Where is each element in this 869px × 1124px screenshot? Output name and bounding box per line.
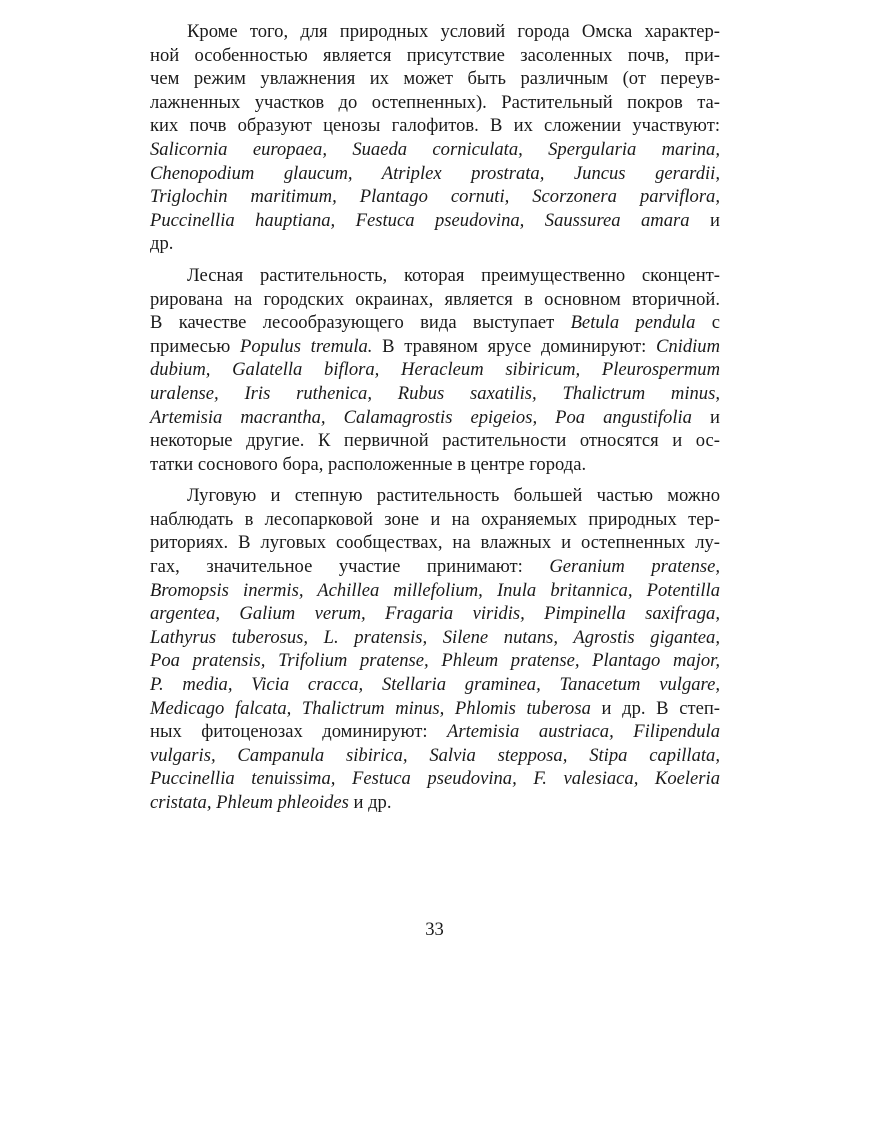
text-run: др.: [150, 233, 174, 255]
paragraph: [150, 264, 720, 476]
text-run: ных фитоценозах доминируют:: [150, 721, 448, 743]
text-line: [150, 649, 720, 673]
text-line: [150, 209, 720, 233]
text-run: В травяном ярусе доминируют:: [372, 335, 656, 357]
species-name: Salicornia europaea, Suaeda corniculata, Spergularia marina,: [150, 138, 720, 160]
text-run: некоторые другие. К первичной растительности относятся и ос-: [150, 430, 720, 452]
species-name: Artemisia macrantha, Calamagrostis epigeios, Poa angustifolia: [150, 406, 692, 428]
species-name: argentea, Galium verum, Fragaria viridis, Pimpinella saxifraga,: [150, 603, 720, 625]
species-name: Cnidium: [655, 335, 721, 357]
text-line: [150, 531, 720, 555]
text-line: [150, 114, 720, 138]
text-line: [150, 720, 720, 744]
text-line: [150, 602, 720, 626]
text-line: [150, 579, 720, 603]
text-line: [150, 744, 720, 768]
species-name: dubium, Galatella biflora, Heracleum sibiricum, Pleurospermum: [150, 359, 720, 381]
text-run: примесью: [150, 335, 241, 357]
text-line: [150, 288, 720, 312]
text-line: [150, 358, 720, 382]
paragraph: [150, 484, 720, 814]
text-run: лажненных участков до остепненных). Растительный покров та-: [150, 91, 720, 113]
text-line: [150, 44, 720, 68]
text-line: [150, 91, 720, 115]
text-line: [150, 162, 720, 186]
text-run: Кроме того, для природных условий города Омска характер-: [187, 21, 720, 42]
body-text: [150, 20, 720, 823]
text-run: и: [689, 209, 720, 231]
text-run: В качестве лесообразующего вида выступает: [150, 312, 571, 334]
species-name: Lathyrus tuberosus, L. pratensis, Silene nutans, Agrostis gigantea,: [150, 626, 720, 648]
text-line: [150, 382, 720, 406]
species-name: Bromopsis inermis, Achillea millefolium, Inula britannica, Potentilla: [150, 579, 720, 601]
species-name: Betula pendula: [570, 312, 696, 334]
species-name: cristata, Phleum phleoides: [150, 792, 349, 813]
species-name: uralense, Iris ruthenica, Rubus saxatilis, Thalictrum minus,: [150, 382, 720, 404]
text-line: [150, 232, 720, 256]
species-name: Medicago falcata, Thalictrum minus, Phlomis tuberosa: [150, 697, 591, 719]
text-line: [150, 697, 720, 721]
text-line: [150, 555, 720, 579]
text-line: [150, 791, 720, 815]
text-line: [150, 626, 720, 650]
species-name: Chenopodium glaucum, Atriplex prostrata, Juncus gerardii,: [150, 162, 720, 184]
text-line: [150, 767, 720, 791]
species-name: Puccinellia tenuissima, Festuca pseudovina, F. valesiaca, Koeleria: [150, 768, 720, 790]
text-run: татки соснового бора, расположенные в центре города.: [150, 453, 587, 475]
page-number: 33: [425, 919, 444, 940]
text-line: [150, 335, 720, 359]
species-name: vulgaris, Campanula sibirica, Salvia stepposa, Stipa capillata,: [150, 744, 720, 766]
text-run: Лесная растительность, которая преимущественно сконцент-: [187, 264, 720, 286]
text-run: рирована на городских окраинах, является в основном вторичной.: [150, 288, 720, 310]
text-run: ких почв образуют ценозы галофитов. В их сложении участвуют:: [150, 115, 720, 137]
text-run: Луговую и степную растительность большей частью можно: [187, 485, 720, 507]
species-name: Poa pratensis, Trifolium pratense, Phleum pratense, Plantago major,: [150, 650, 720, 672]
text-line: [150, 264, 720, 288]
text-run: и др.: [348, 792, 392, 813]
paragraph: [150, 20, 720, 256]
text-line: [150, 311, 720, 335]
text-line: [150, 484, 720, 508]
text-run: риториях. В луговых сообществах, на влажных и остепненных лу-: [150, 532, 720, 554]
species-name: Geranium pratense,: [549, 556, 720, 578]
text-line: [150, 508, 720, 532]
text-line: [150, 453, 720, 477]
text-line: [150, 673, 720, 697]
species-name: Populus tremula.: [240, 335, 373, 357]
text-run: с: [695, 312, 721, 334]
text-line: [150, 429, 720, 453]
text-run: чем режим увлажнения их может быть различным (от переув-: [150, 68, 720, 90]
text-line: [150, 138, 720, 162]
text-run: ной особенностью является присутствие засоленных почв, при-: [150, 44, 720, 66]
text-run: наблюдать в лесопарковой зоне и на охраняемых природных тер-: [150, 508, 720, 530]
species-name: Triglochin maritimum, Plantago cornuti, Scorzonera parviflora,: [150, 186, 720, 208]
text-line: [150, 67, 720, 91]
species-name: Artemisia austriaca, Filipendula: [447, 721, 720, 743]
species-name: Puccinellia hauptiana, Festuca pseudovina, Saussurea amara: [150, 209, 690, 231]
text-line: [150, 185, 720, 209]
text-run: гах, значительное участие принимают:: [150, 556, 550, 578]
text-line: [150, 406, 720, 430]
text-run: и: [691, 406, 720, 428]
text-line: [150, 20, 720, 44]
species-name: P. media, Vicia cracca, Stellaria graminea, Tanacetum vulgare,: [150, 674, 720, 696]
text-run: и др. В степ-: [590, 697, 720, 719]
